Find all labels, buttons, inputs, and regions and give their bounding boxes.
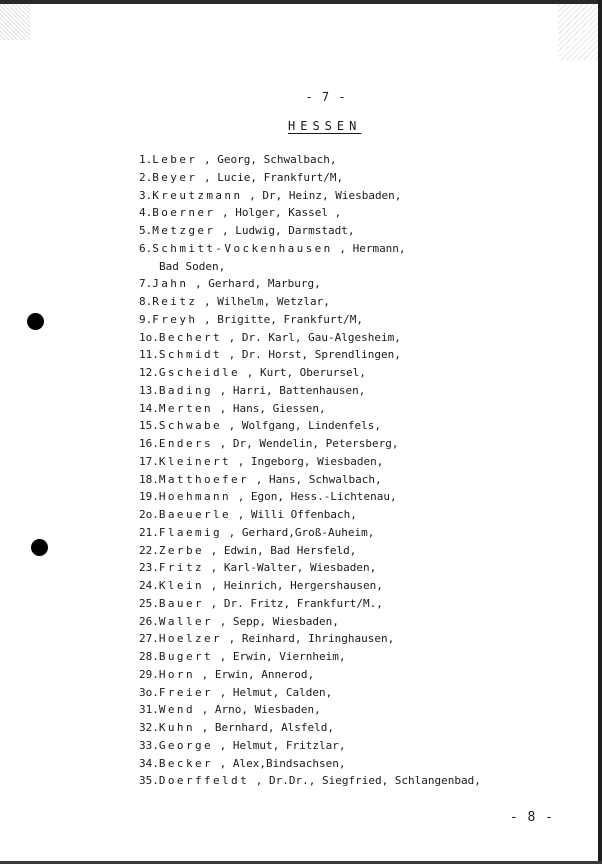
list-item <box>139 488 579 506</box>
entry-details: , Dr. Fritz, Frankfurt/M., <box>210 596 383 610</box>
entry-details: , Reinhard, Ihringhausen, <box>228 632 395 646</box>
entry-details: , Gerhard,Groß-Auheim, <box>228 525 375 539</box>
list-item <box>139 772 579 790</box>
entry-number: 2. <box>139 170 153 184</box>
entry-number: 33. <box>139 738 159 752</box>
scan-edge-right <box>598 0 602 864</box>
entry-surname: Beyer <box>152 170 198 184</box>
list-item <box>139 311 579 329</box>
entry-number: 12. <box>139 366 159 379</box>
entry-number: 7. <box>139 277 153 291</box>
list-item <box>139 737 579 755</box>
list-item <box>139 417 579 435</box>
entry-details: , Erwin, Viernheim, <box>219 650 346 663</box>
entry-details: , Wilhelm, Wetzlar, <box>204 295 330 308</box>
entry-number: 5. <box>139 224 153 237</box>
entry-number: 8. <box>139 295 153 308</box>
list-item <box>139 559 579 577</box>
entry-number: 31. <box>139 703 159 717</box>
entry-details: , Dr. Karl, Gau-Algesheim, <box>228 330 401 344</box>
list-item <box>139 400 579 418</box>
list-item <box>139 293 579 311</box>
entry-number: 9. <box>139 312 153 326</box>
entry-details: , Gerhard, Marburg, <box>194 277 321 291</box>
entry-number: 15. <box>139 419 159 433</box>
list-item <box>139 666 579 684</box>
entry-number: 18. <box>139 472 159 486</box>
entry-details: , Sepp, Wiesbaden, <box>219 614 339 628</box>
entry-surname: Bauer <box>158 596 204 610</box>
list-item <box>139 630 579 648</box>
entry-number: 3o. <box>139 685 159 699</box>
entry-surname: Flaemig <box>158 525 223 539</box>
list-item <box>139 755 579 773</box>
list-item <box>139 613 579 631</box>
entry-surname: Schmitt-Vockenhausen <box>152 241 333 255</box>
entry-details: , Alex,Bindsachsen, <box>219 756 346 770</box>
entry-details: , Hermann, <box>339 241 406 255</box>
entry-number: 29. <box>139 667 159 681</box>
entry-details: , Bernhard, Alsfeld, <box>201 721 335 734</box>
punch-hole-lower <box>31 539 48 556</box>
entry-surname: Wend <box>158 703 195 717</box>
entry-surname: Bugert <box>158 650 214 663</box>
entry-details: , Dr, Heinz, Wiesbaden, <box>249 188 402 202</box>
entry-surname: Schwabe <box>158 419 223 433</box>
entry-surname: Bading <box>158 383 214 397</box>
entry-details: , Harri, Battenhausen, <box>219 383 366 397</box>
entry-surname: Baeuerle <box>158 508 232 521</box>
entry-surname: Metzger <box>152 224 216 237</box>
entry-surname: Horn <box>158 667 195 681</box>
entry-details: , Holger, Kassel , <box>222 206 342 220</box>
entry-surname: Freier <box>158 685 214 699</box>
entry-number: 24. <box>139 579 159 592</box>
list-item <box>139 275 579 293</box>
list-item <box>139 684 579 702</box>
entry-surname: Fritz <box>158 561 204 575</box>
entry-details: , Dr. Horst, Sprendlingen, <box>228 348 401 362</box>
entry-number: 25. <box>139 596 159 610</box>
entry-number: 19. <box>139 490 159 504</box>
entry-number: 3. <box>139 188 153 202</box>
list-item <box>139 187 579 205</box>
entry-details: , Karl-Walter, Wiesbaden, <box>210 561 377 575</box>
scan-noise-right <box>558 0 598 60</box>
entry-number: 27. <box>139 632 159 646</box>
entry-number: 26. <box>139 614 159 628</box>
punch-hole-upper <box>27 313 44 330</box>
list-item <box>139 595 579 613</box>
region-heading: HESSEN <box>288 119 362 133</box>
entry-details: , Helmut, Fritzlar, <box>219 738 346 752</box>
list-item <box>139 329 579 347</box>
entry-surname: Hoelzer <box>158 632 223 646</box>
entry-surname: Bechert <box>158 330 223 344</box>
entry-surname: Jahn <box>152 277 189 291</box>
list-item <box>139 222 579 240</box>
list-item <box>139 151 579 169</box>
entry-details: , Brigitte, Frankfurt/M, <box>204 312 363 326</box>
entry-surname: Kreutzmann <box>152 188 243 202</box>
entry-surname: Boerner <box>152 206 216 220</box>
list-item <box>139 346 579 364</box>
entry-number: 34. <box>139 756 159 770</box>
entry-number: 1o. <box>139 330 159 344</box>
list-item <box>139 524 579 542</box>
list-item <box>139 701 579 719</box>
page-number: - 7 - <box>305 90 347 104</box>
entry-surname: Freyh <box>152 312 198 326</box>
entry-number: 32. <box>139 721 159 734</box>
entry-number: 28. <box>139 650 159 663</box>
entry-surname: Hoehmann <box>158 490 232 504</box>
entry-details: , Erwin, Annerod, <box>201 667 315 681</box>
list-item <box>139 240 579 258</box>
entry-surname: Kuhn <box>158 721 195 734</box>
entry-number: 16. <box>139 437 159 450</box>
entry-surname: Merten <box>158 401 214 415</box>
entry-number: 35. <box>139 774 159 788</box>
entry-number: 23. <box>139 561 159 575</box>
entry-details: , Ingeborg, Wiesbaden, <box>237 454 384 468</box>
entry-number: 2o. <box>139 508 159 521</box>
entry-details: , Arno, Wiesbaden, <box>201 703 321 717</box>
entry-details: , Ludwig, Darmstadt, <box>222 224 355 237</box>
list-item <box>139 471 579 489</box>
entry-details: , Lucie, Frankfurt/M, <box>204 170 344 184</box>
entry-number: 6. <box>139 241 153 255</box>
entry-details: , Willi Offenbach, <box>237 508 357 521</box>
list-item <box>139 435 579 453</box>
entry-details: , Edwin, Bad Hersfeld, <box>210 543 357 557</box>
entry-surname: Schmidt <box>158 348 223 362</box>
entry-surname: Zerbe <box>158 543 204 557</box>
list-item <box>139 719 579 737</box>
entry-surname: Matthoefer <box>158 472 250 486</box>
entry-number: 13. <box>139 383 159 397</box>
scan-noise-left <box>0 0 30 40</box>
entry-number: 17. <box>139 454 159 468</box>
entry-details: , Egon, Hess.-Lichtenau, <box>237 490 397 504</box>
list-item <box>139 382 579 400</box>
entry-continuation: Bad Soden, <box>159 259 226 273</box>
entry-surname: Gscheidle <box>158 366 241 379</box>
entry-details: , Heinrich, Hergershausen, <box>210 579 383 592</box>
member-list <box>139 151 579 790</box>
entry-details: , Helmut, Calden, <box>219 685 333 699</box>
entry-surname: Leber <box>152 153 198 166</box>
entry-details: , Kurt, Oberursel, <box>246 366 366 379</box>
list-item <box>139 204 579 222</box>
entry-details: , Dr.Dr., Siegfried, Schlangenbad, <box>255 774 481 788</box>
entry-details: , Hans, Schwalbach, <box>255 472 382 486</box>
entry-surname: Reitz <box>152 295 198 308</box>
entry-details: , Dr, Wendelin, Petersberg, <box>219 437 399 450</box>
list-item <box>139 542 579 560</box>
entry-details: , Hans, Giessen, <box>219 401 326 415</box>
entry-surname: Klein <box>158 579 204 592</box>
entry-details: , Wolfgang, Lindenfels, <box>228 419 381 433</box>
entry-surname: Waller <box>158 614 214 628</box>
entry-number: 21. <box>139 525 159 539</box>
entry-number: 4. <box>139 206 153 220</box>
entry-number: 22. <box>139 543 159 557</box>
entry-number: 11. <box>139 348 159 362</box>
scan-edge-top <box>0 0 602 4</box>
list-item <box>139 648 579 666</box>
list-item <box>139 453 579 471</box>
list-item <box>139 506 579 524</box>
list-item <box>139 577 579 595</box>
list-item <box>139 169 579 187</box>
entry-details: , Georg, Schwalbach, <box>204 153 337 166</box>
entry-surname: George <box>158 738 214 752</box>
entry-surname: Kleinert <box>158 454 232 468</box>
entry-number: 14. <box>139 401 159 415</box>
list-item <box>139 364 579 382</box>
entry-surname: Enders <box>158 437 214 450</box>
entry-number: 1. <box>139 153 153 166</box>
entry-surname: Becker <box>158 756 214 770</box>
entry-surname: Doerffeldt <box>158 774 250 788</box>
next-page-number: - 8 - <box>509 810 554 825</box>
